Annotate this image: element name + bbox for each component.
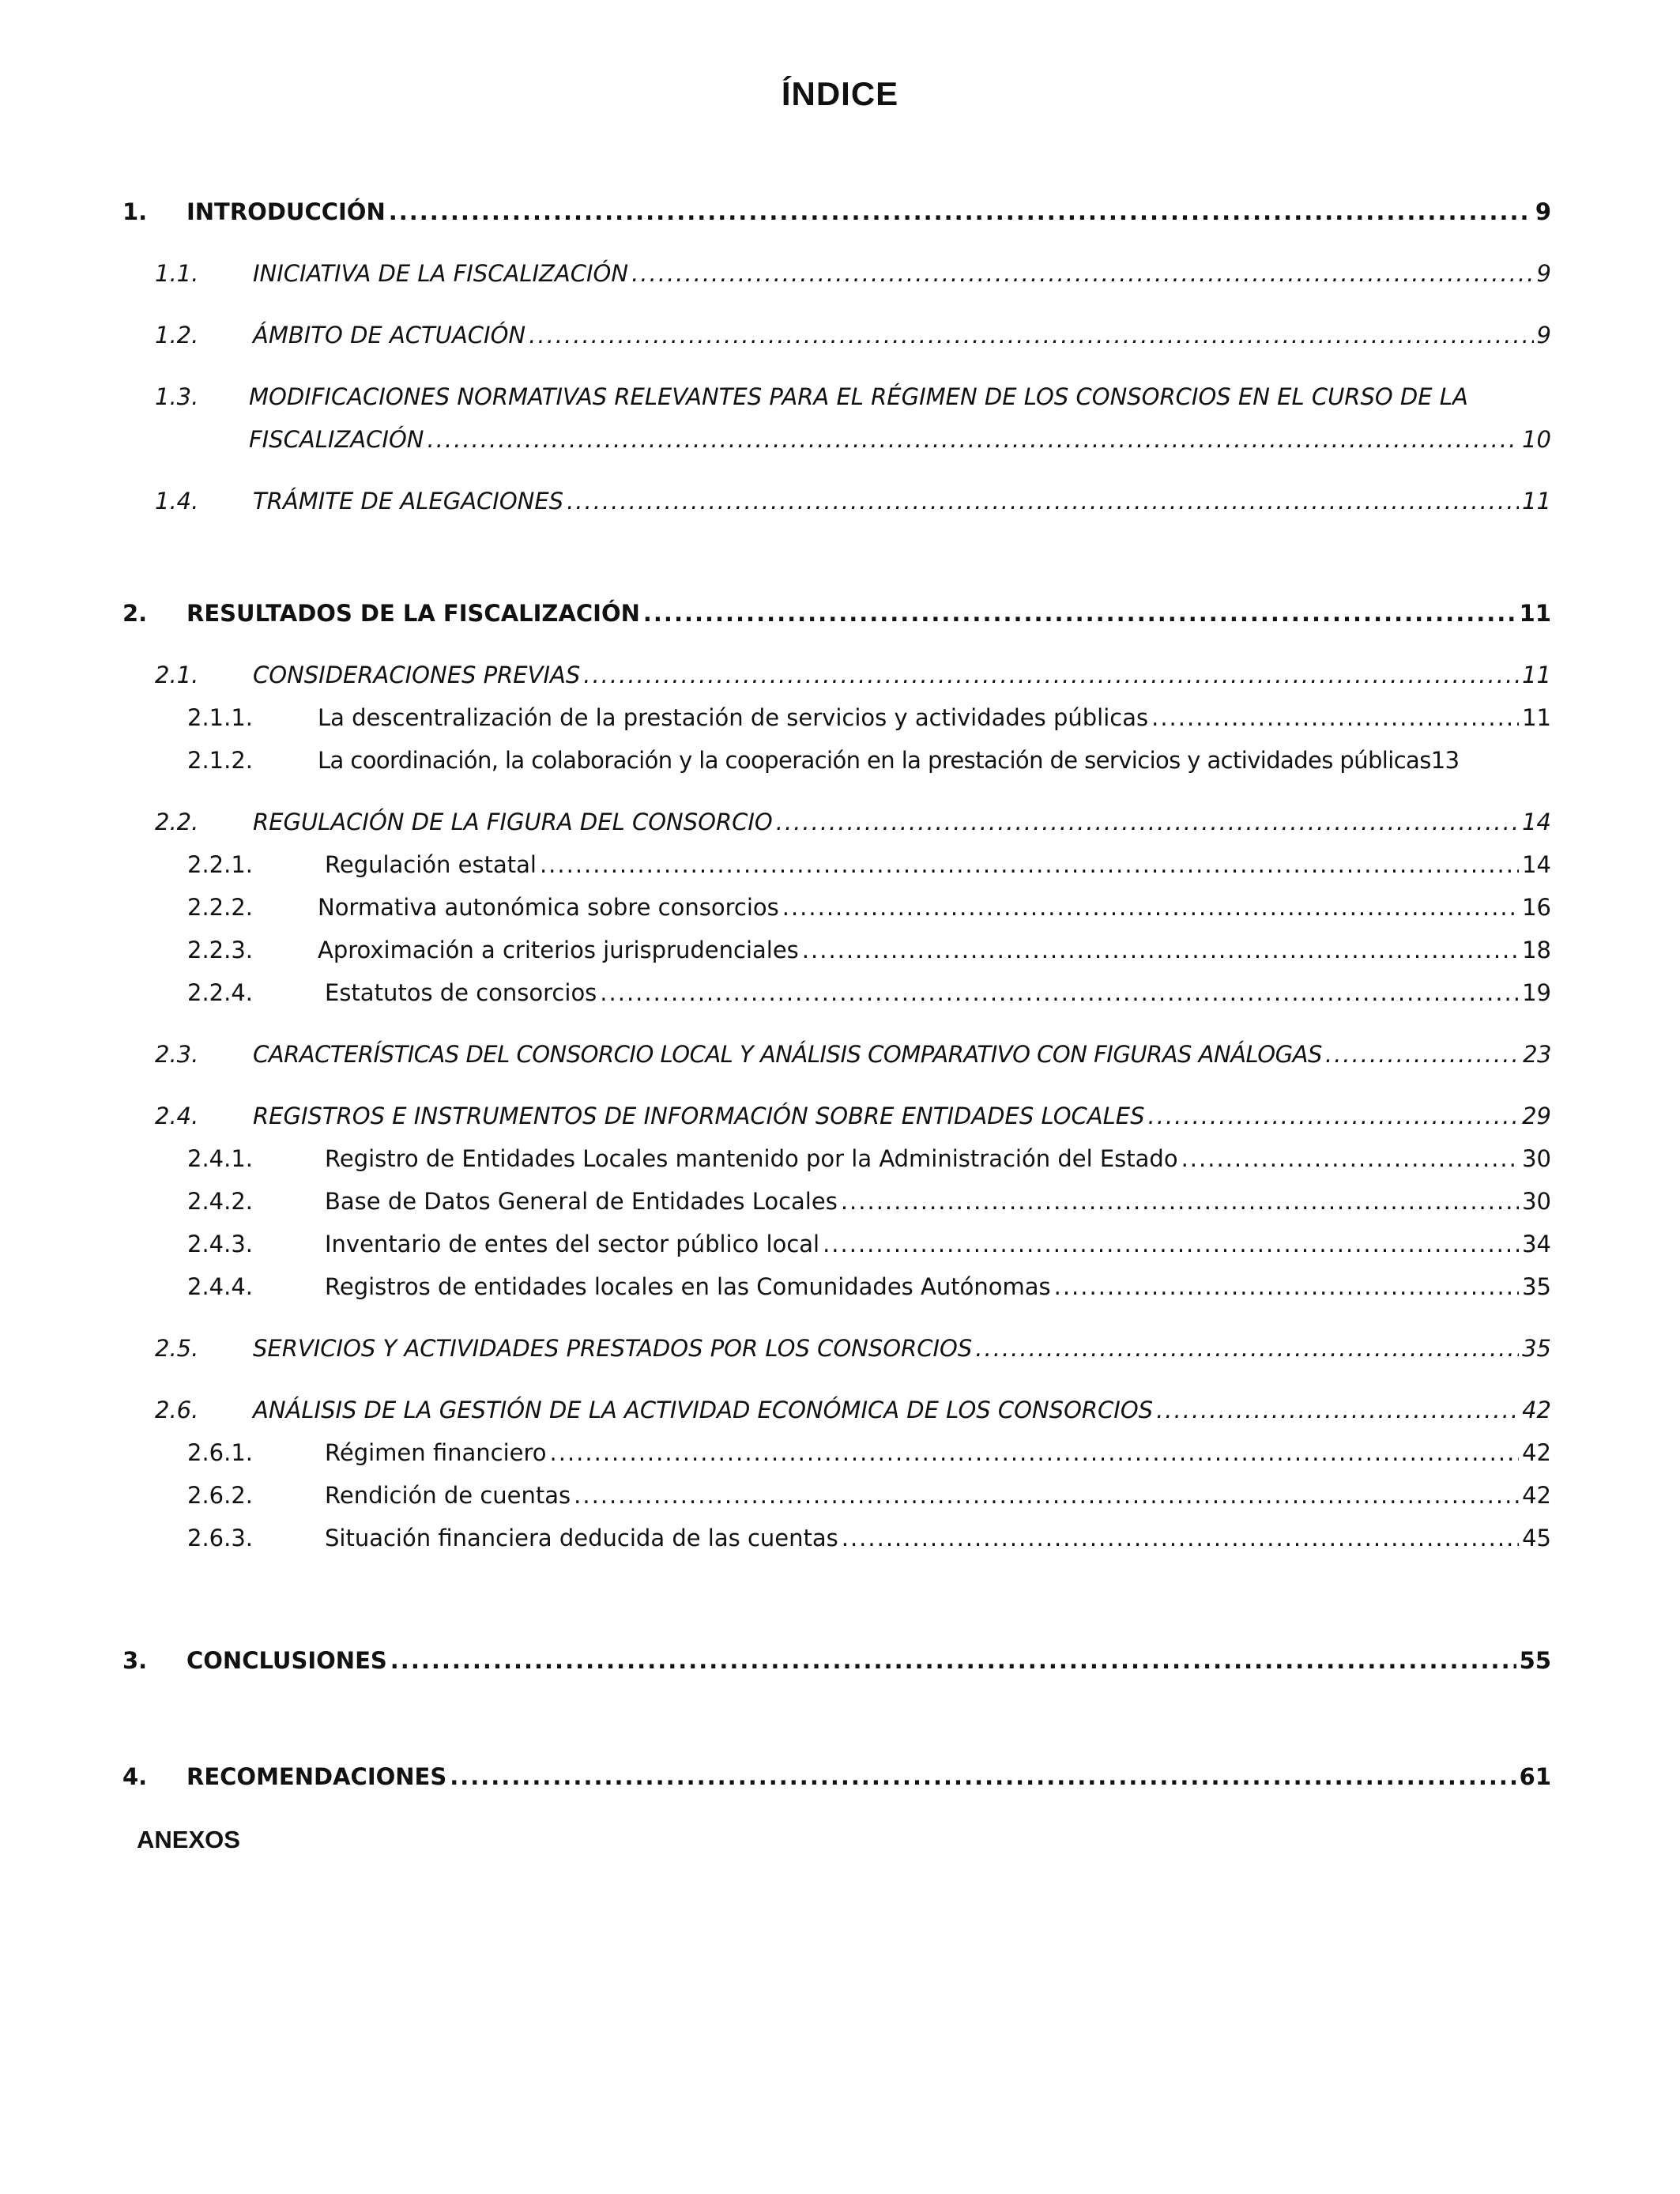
toc-entry-page: 19 (1522, 979, 1551, 1006)
toc-entry-title: REGISTROS E INSTRUMENTOS DE INFORMACIÓN SOBRE ENTIDADES LOCALES (253, 1103, 1145, 1129)
toc-entry-title: Regulación estatal (325, 851, 537, 878)
toc-entry-number: 2.6.2. (187, 1482, 254, 1509)
toc-entry[interactable] (0, 846, 1680, 884)
toc-entry-title: ÁMBITO DE ACTUACIÓN (253, 322, 526, 349)
toc-entry[interactable] (0, 594, 1680, 632)
toc-entry-title: Registro de Entidades Locales mantenido por la Administración del Estado (325, 1145, 1178, 1172)
toc-leader-dots (1148, 1097, 1520, 1135)
toc-entry[interactable] (0, 1642, 1680, 1679)
toc-entry-number: 2.4.1. (187, 1145, 254, 1172)
toc-leader-dots (600, 974, 1519, 1012)
toc-entry-page: 14 (1522, 851, 1551, 878)
toc-entry-title: ANÁLISIS DE LA GESTIÓN DE LA ACTIVIDAD ECONÓMICA DE LOS CONSORCIOS (253, 1397, 1154, 1423)
toc-entry-number: 3. (122, 1647, 148, 1674)
toc-entry-number: 2.4. (155, 1103, 199, 1129)
toc-entry-title: Registros de entidades locales en las Comunidades Autónomas (325, 1273, 1051, 1300)
toc-leader-dots (776, 803, 1519, 841)
toc-leader-dots (574, 1476, 1519, 1514)
toc-entry-page: 45 (1522, 1525, 1551, 1551)
toc-entry-number: 1.2. (155, 322, 199, 349)
toc-entry-number: 2.6.3. (187, 1525, 254, 1551)
toc-entry-title: Normativa autonómica sobre consorcios (318, 894, 779, 921)
toc-leader-dots (583, 656, 1519, 694)
toc-entry-title: Inventario de entes del sector público local (325, 1231, 820, 1257)
toc-leader-dots (427, 420, 1519, 458)
toc-entry-page: 11 (1522, 662, 1551, 688)
toc-entry-page: 18 (1522, 937, 1551, 963)
toc-leader-dots (1156, 1391, 1519, 1429)
toc-entry-page: 9 (1536, 260, 1551, 287)
toc-entry-page: 11 (1522, 704, 1551, 731)
toc-entry[interactable] (0, 378, 1680, 416)
toc-entry-page: 23 (1523, 1041, 1551, 1068)
toc-entry-page: 10 (1522, 426, 1551, 453)
toc-leader-dots (782, 888, 1519, 926)
toc-entry[interactable] (0, 1225, 1680, 1263)
toc-entry-title: REGULACIÓN DE LA FIGURA DEL CONSORCIO (253, 809, 773, 835)
toc-entry-page: 30 (1522, 1188, 1551, 1215)
toc-entry[interactable] (0, 1140, 1680, 1178)
toc-entry-title: INTRODUCCIÓN (186, 198, 386, 225)
toc-entry-number: 2.2. (155, 809, 199, 835)
toc-entry-number: 2.2.3. (187, 937, 254, 963)
toc-leader-dots (450, 1758, 1516, 1796)
toc-entry-title: CONCLUSIONES (186, 1647, 387, 1674)
toc-entry-page: 35 (1522, 1273, 1551, 1300)
toc-entry[interactable] (0, 1519, 1680, 1557)
toc-entry-number: 2.6.1. (187, 1439, 254, 1466)
toc-entry-page: 9 (1536, 322, 1551, 349)
toc-entry[interactable] (0, 254, 1680, 292)
toc-entry-page: 35 (1522, 1335, 1551, 1362)
page-title: ÍNDICE (781, 75, 899, 112)
toc-entry-continuation[interactable] (0, 420, 1680, 458)
toc-entry[interactable] (0, 803, 1680, 841)
toc-leader-dots (550, 1434, 1520, 1472)
toc-entry[interactable] (0, 931, 1680, 969)
toc-entry[interactable] (0, 656, 1680, 694)
toc-entry-page: 9 (1535, 198, 1551, 225)
toc-entry[interactable] (0, 1434, 1680, 1472)
toc-entry-page: 11 (1519, 600, 1551, 627)
toc-entry-number: 2.5. (155, 1335, 199, 1362)
toc-leader-dots (802, 931, 1519, 969)
toc-leader-dots (1054, 1268, 1519, 1306)
toc-entry-page: 42 (1522, 1397, 1551, 1423)
toc-entry-title: Régimen financiero (325, 1439, 547, 1466)
toc-leader-dots (390, 1642, 1516, 1679)
toc-entry-title: SERVICIOS Y ACTIVIDADES PRESTADOS POR LOS CONSORCIOS (253, 1335, 973, 1362)
toc-leader-dots (389, 193, 1532, 231)
toc-entry-number: 1.4. (155, 488, 199, 515)
toc-entry[interactable] (0, 888, 1680, 926)
toc-entry-title: Rendición de cuentas (325, 1482, 571, 1509)
toc-entry-title: Estatutos de consorcios (325, 979, 597, 1006)
toc-entry-page: 55 (1519, 1647, 1551, 1674)
toc-entry-page: 30 (1522, 1145, 1551, 1172)
toc-leader-dots (1181, 1140, 1520, 1178)
toc-leader-dots (975, 1329, 1519, 1367)
toc-entry[interactable] (0, 193, 1680, 231)
toc-entry[interactable] (0, 974, 1680, 1012)
toc-entry-number: 1.1. (155, 260, 199, 287)
toc-leader-dots (1151, 699, 1519, 737)
toc-entry[interactable] (0, 1329, 1680, 1367)
toc-entry-number: 2.2.1. (187, 851, 254, 878)
toc-leader-dots (540, 846, 1519, 884)
toc-entry-title: Situación financiera deducida de las cuentas (325, 1525, 838, 1551)
toc-entry-title-line1: MODIFICACIONES NORMATIVAS RELEVANTES PARA EL RÉGIMEN DE LOS CONSORCIOS EN EL CURSO DE LA (249, 383, 1468, 410)
toc-entry-number: 1.3. (155, 383, 199, 410)
annex-heading[interactable]: ANEXOS (137, 1826, 240, 1853)
toc-entry-page: 61 (1519, 1763, 1551, 1790)
toc-entry-page: 34 (1522, 1231, 1551, 1257)
toc-entry-page: 42 (1522, 1482, 1551, 1509)
toc-entry[interactable] (0, 1035, 1680, 1073)
toc-entry-number: 2. (122, 600, 148, 627)
toc-entry-number: 4. (122, 1763, 148, 1790)
toc-entry[interactable] (0, 1268, 1680, 1306)
toc-entry-page: 14 (1522, 809, 1551, 835)
toc-leader-dots (529, 316, 1533, 354)
toc-entry-title: La descentralización de la prestación de servicios y actividades públicas (318, 704, 1149, 731)
toc-leader-dots (841, 1182, 1519, 1220)
toc-leader-dots (1325, 1035, 1520, 1073)
toc-entry-number: 2.3. (155, 1041, 199, 1068)
toc-entry-title: RECOMENDACIONES (186, 1763, 447, 1790)
toc-entry-number: 2.4.2. (187, 1188, 254, 1215)
toc-leader-dots (842, 1519, 1519, 1557)
toc-entry-number: 2.1. (155, 662, 199, 688)
toc-entry[interactable] (0, 482, 1680, 520)
toc-entry-title: RESULTADOS DE LA FISCALIZACIÓN (186, 600, 640, 627)
toc-entry-number: 2.4.4. (187, 1273, 254, 1300)
toc-entry-number: 2.2.4. (187, 979, 254, 1006)
toc-entry-number: 2.1.1. (187, 704, 254, 731)
toc-leader-dots (643, 594, 1516, 632)
toc-entry-title: Base de Datos General de Entidades Locales (325, 1188, 838, 1215)
toc-entry-page: 11 (1522, 488, 1551, 515)
toc-entry-title: CARACTERÍSTICAS DEL CONSORCIO LOCAL Y ANÁLISIS COMPARATIVO CON FIGURAS ANÁLOGAS (253, 1041, 1322, 1068)
toc-entry[interactable] (0, 316, 1680, 354)
toc-entry-title: INICIATIVA DE LA FISCALIZACIÓN (253, 260, 629, 287)
toc-entry[interactable] (0, 1758, 1680, 1796)
toc-entry-number: 2.6. (155, 1397, 199, 1423)
toc-leader-dots (631, 254, 1533, 292)
toc-entry[interactable] (0, 741, 1680, 779)
toc-entry-page: 29 (1522, 1103, 1551, 1129)
toc-entry-page: 13 (1430, 747, 1460, 774)
toc-entry-page: 42 (1522, 1439, 1551, 1466)
toc-entry[interactable] (0, 1391, 1680, 1429)
toc-leader-dots (567, 482, 1519, 520)
toc-entry[interactable] (0, 699, 1680, 737)
toc-leader-dots (823, 1225, 1519, 1263)
toc-entry[interactable] (0, 1182, 1680, 1220)
toc-entry-page: 16 (1522, 894, 1551, 921)
toc-entry[interactable] (0, 1097, 1680, 1135)
toc-entry-title: CONSIDERACIONES PREVIAS (253, 662, 581, 688)
toc-entry-title: TRÁMITE DE ALEGACIONES (253, 488, 564, 515)
toc-entry-number: 2.4.3. (187, 1231, 254, 1257)
toc-entry-number: 2.2.2. (187, 894, 254, 921)
toc-entry-number: 2.1.2. (187, 747, 254, 774)
toc-entry[interactable] (0, 1476, 1680, 1514)
toc-entry-title: FISCALIZACIÓN (249, 426, 424, 453)
toc-entry-title: La coordinación, la colaboración y la cooperación en la prestación de servicios y actividades públicas (318, 747, 1431, 774)
toc-entry-title: Aproximación a criterios jurisprudenciales (318, 937, 799, 963)
toc-entry-number: 1. (122, 198, 148, 225)
